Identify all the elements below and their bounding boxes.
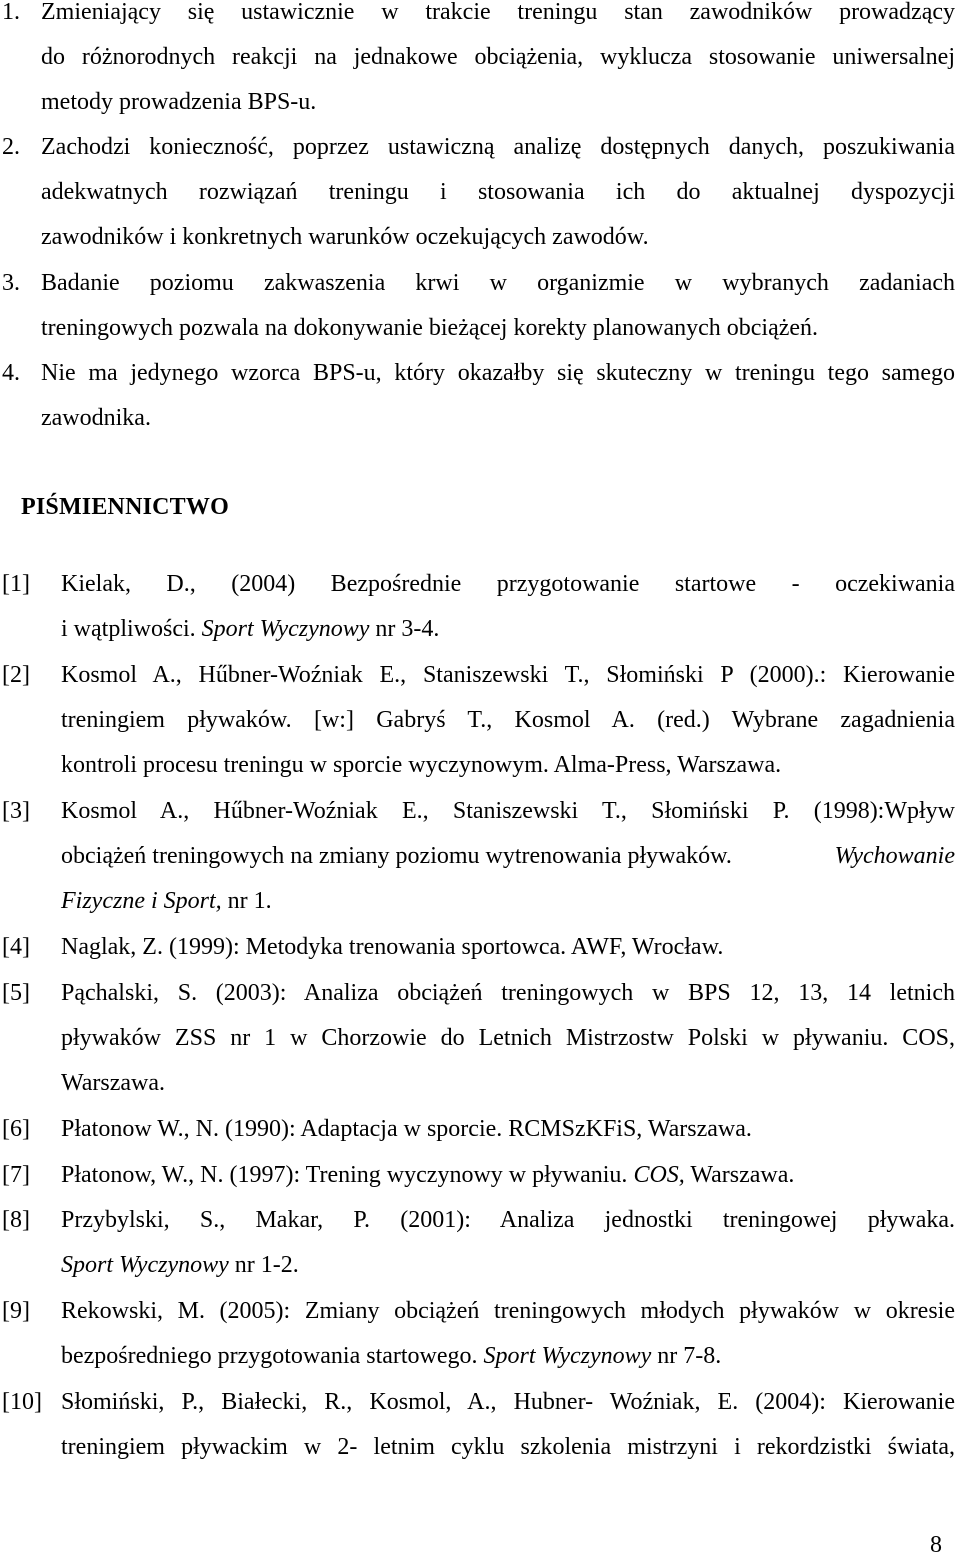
reference-text-line — [61, 886, 272, 916]
reference-text-line: Kosmol A., Hűbner-Woźniak E., Staniszewski T., Słomiński P. (1998):Wpływ — [61, 798, 955, 824]
reference-number: [1] — [2, 571, 30, 597]
reference-text-line — [61, 1250, 299, 1280]
reference-text-plain: obciążeń treningowych na zmiany poziomu wytrenowania pływaków. — [61, 843, 732, 869]
reference-text-line: Kosmol A., Hűbner-Woźniak E., Staniszewski T., Słomiński P (2000).: Kierowanie — [61, 662, 955, 688]
journal-title: Sport Wyczynowy — [61, 1252, 229, 1278]
item-number: 1. — [2, 0, 20, 25]
item-text-line: Nie ma jedynego wzorca BPS-u, który okazałby się skuteczny w treningu tego samego — [41, 360, 955, 386]
item-text-line: zawodnika. — [41, 405, 151, 431]
reference-text-plain: Warszawa. — [690, 1162, 795, 1188]
reference-text-line: Przybylski, S., Makar, P. (2001): Analiza jednostki treningowej pływaka. — [61, 1207, 955, 1233]
reference-text-line — [61, 1341, 721, 1371]
reference-text-line — [61, 614, 439, 644]
reference-number: [10] — [2, 1389, 42, 1415]
reference-number: [7] — [2, 1162, 30, 1188]
reference-text-line: Kielak, D., (2004) Bezpośrednie przygotowanie startowe - oczekiwania — [61, 571, 955, 597]
reference-number: [5] — [2, 980, 30, 1006]
reference-text-plain: nr 1-2. — [234, 1252, 299, 1278]
journal-title: Sport Wyczynowy — [201, 616, 370, 642]
reference-text-plain: nr 1. — [227, 888, 272, 914]
journal-title: Sport Wyczynowy — [483, 1343, 652, 1369]
item-text-line: treningowych pozwala na dokonywanie bieżącej korekty planowanych obciążeń. — [41, 315, 819, 341]
item-text-line: Zachodzi konieczność, poprzez ustawiczną analizę dostępnych danych, poszukiwania — [41, 134, 955, 160]
item-number: 3. — [2, 270, 20, 296]
reference-number: [6] — [2, 1116, 30, 1142]
item-number: 4. — [2, 360, 20, 386]
reference-text-line: Warszawa. — [61, 1070, 166, 1096]
reference-text-line: pływaków ZSS nr 1 w Chorzowie do Letnich Mistrzostw Polski w pływaniu. COS, — [61, 1025, 955, 1051]
page-number: 8 — [930, 1532, 942, 1558]
item-text-line: zawodników i konkretnych warunków oczekujących zawodów. — [41, 224, 649, 250]
reference-text-line: Rekowski, M. (2005): Zmiany obciążeń treningowych młodych pływaków w okresie — [61, 1298, 955, 1324]
reference-text-plain: i wątpliwości. — [61, 616, 196, 642]
references-heading: PIŚMIENNICTWO — [21, 494, 229, 520]
reference-number: [8] — [2, 1207, 30, 1233]
reference-text-line — [61, 841, 955, 871]
reference-text-line: Naglak, Z. (1999): Metodyka trenowania sportowca. AWF, Wrocław. — [61, 934, 724, 960]
reference-text-line: Słomiński, P., Białecki, R., Kosmol, A., Hubner- Woźniak, E. (2004): Kierowanie — [61, 1389, 955, 1415]
item-number: 2. — [2, 134, 20, 160]
reference-text-line: Pąchalski, S. (2003): Analiza obciążeń treningowych w BPS 12, 13, 14 letnich — [61, 980, 955, 1006]
reference-text-line — [61, 1160, 794, 1190]
journal-title: Fizyczne i Sport, — [61, 888, 222, 914]
reference-number: [2] — [2, 662, 30, 688]
reference-text-line: treningiem pływaków. [w:] Gabryś T., Kosmol A. (red.) Wybrane zagadnienia — [61, 707, 955, 733]
journal-title: Wychowanie — [834, 843, 955, 869]
reference-text-plain: Płatonow, W., N. (1997): Trening wyczynowy w pływaniu. — [61, 1162, 628, 1188]
reference-text-line: kontroli procesu treningu w sporcie wyczynowym. Alma-Press, Warszawa. — [61, 752, 782, 778]
reference-number: [9] — [2, 1298, 30, 1324]
reference-text-line: Płatonow W., N. (1990): Adaptacja w sporcie. RCMSzKFiS, Warszawa. — [61, 1116, 752, 1142]
item-text-line: Zmieniający się ustawicznie w trakcie treningu stan zawodników prowadzący — [41, 0, 955, 25]
reference-text-plain: nr 3-4. — [375, 616, 440, 642]
reference-text-plain: bezpośredniego przygotowania startowego. — [61, 1343, 478, 1369]
item-text-line: adekwatnych rozwiązań treningu i stosowania ich do aktualnej dyspozycji — [41, 179, 955, 205]
reference-text-line: treningiem pływackim w 2- letnim cyklu szkolenia mistrzyni i rekordzistki świata, — [61, 1434, 955, 1460]
publisher-name: COS, — [633, 1162, 685, 1188]
reference-number: [4] — [2, 934, 30, 960]
reference-number: [3] — [2, 798, 30, 824]
reference-text-plain: nr 7-8. — [657, 1343, 722, 1369]
item-text-line: metody prowadzenia BPS-u. — [41, 89, 317, 115]
item-text-line: do różnorodnych reakcji na jednakowe obciążenia, wyklucza stosowanie uniwersalnej — [41, 44, 955, 70]
item-text-line: Badanie poziomu zakwaszenia krwi w organizmie w wybranych zadaniach — [41, 270, 955, 296]
